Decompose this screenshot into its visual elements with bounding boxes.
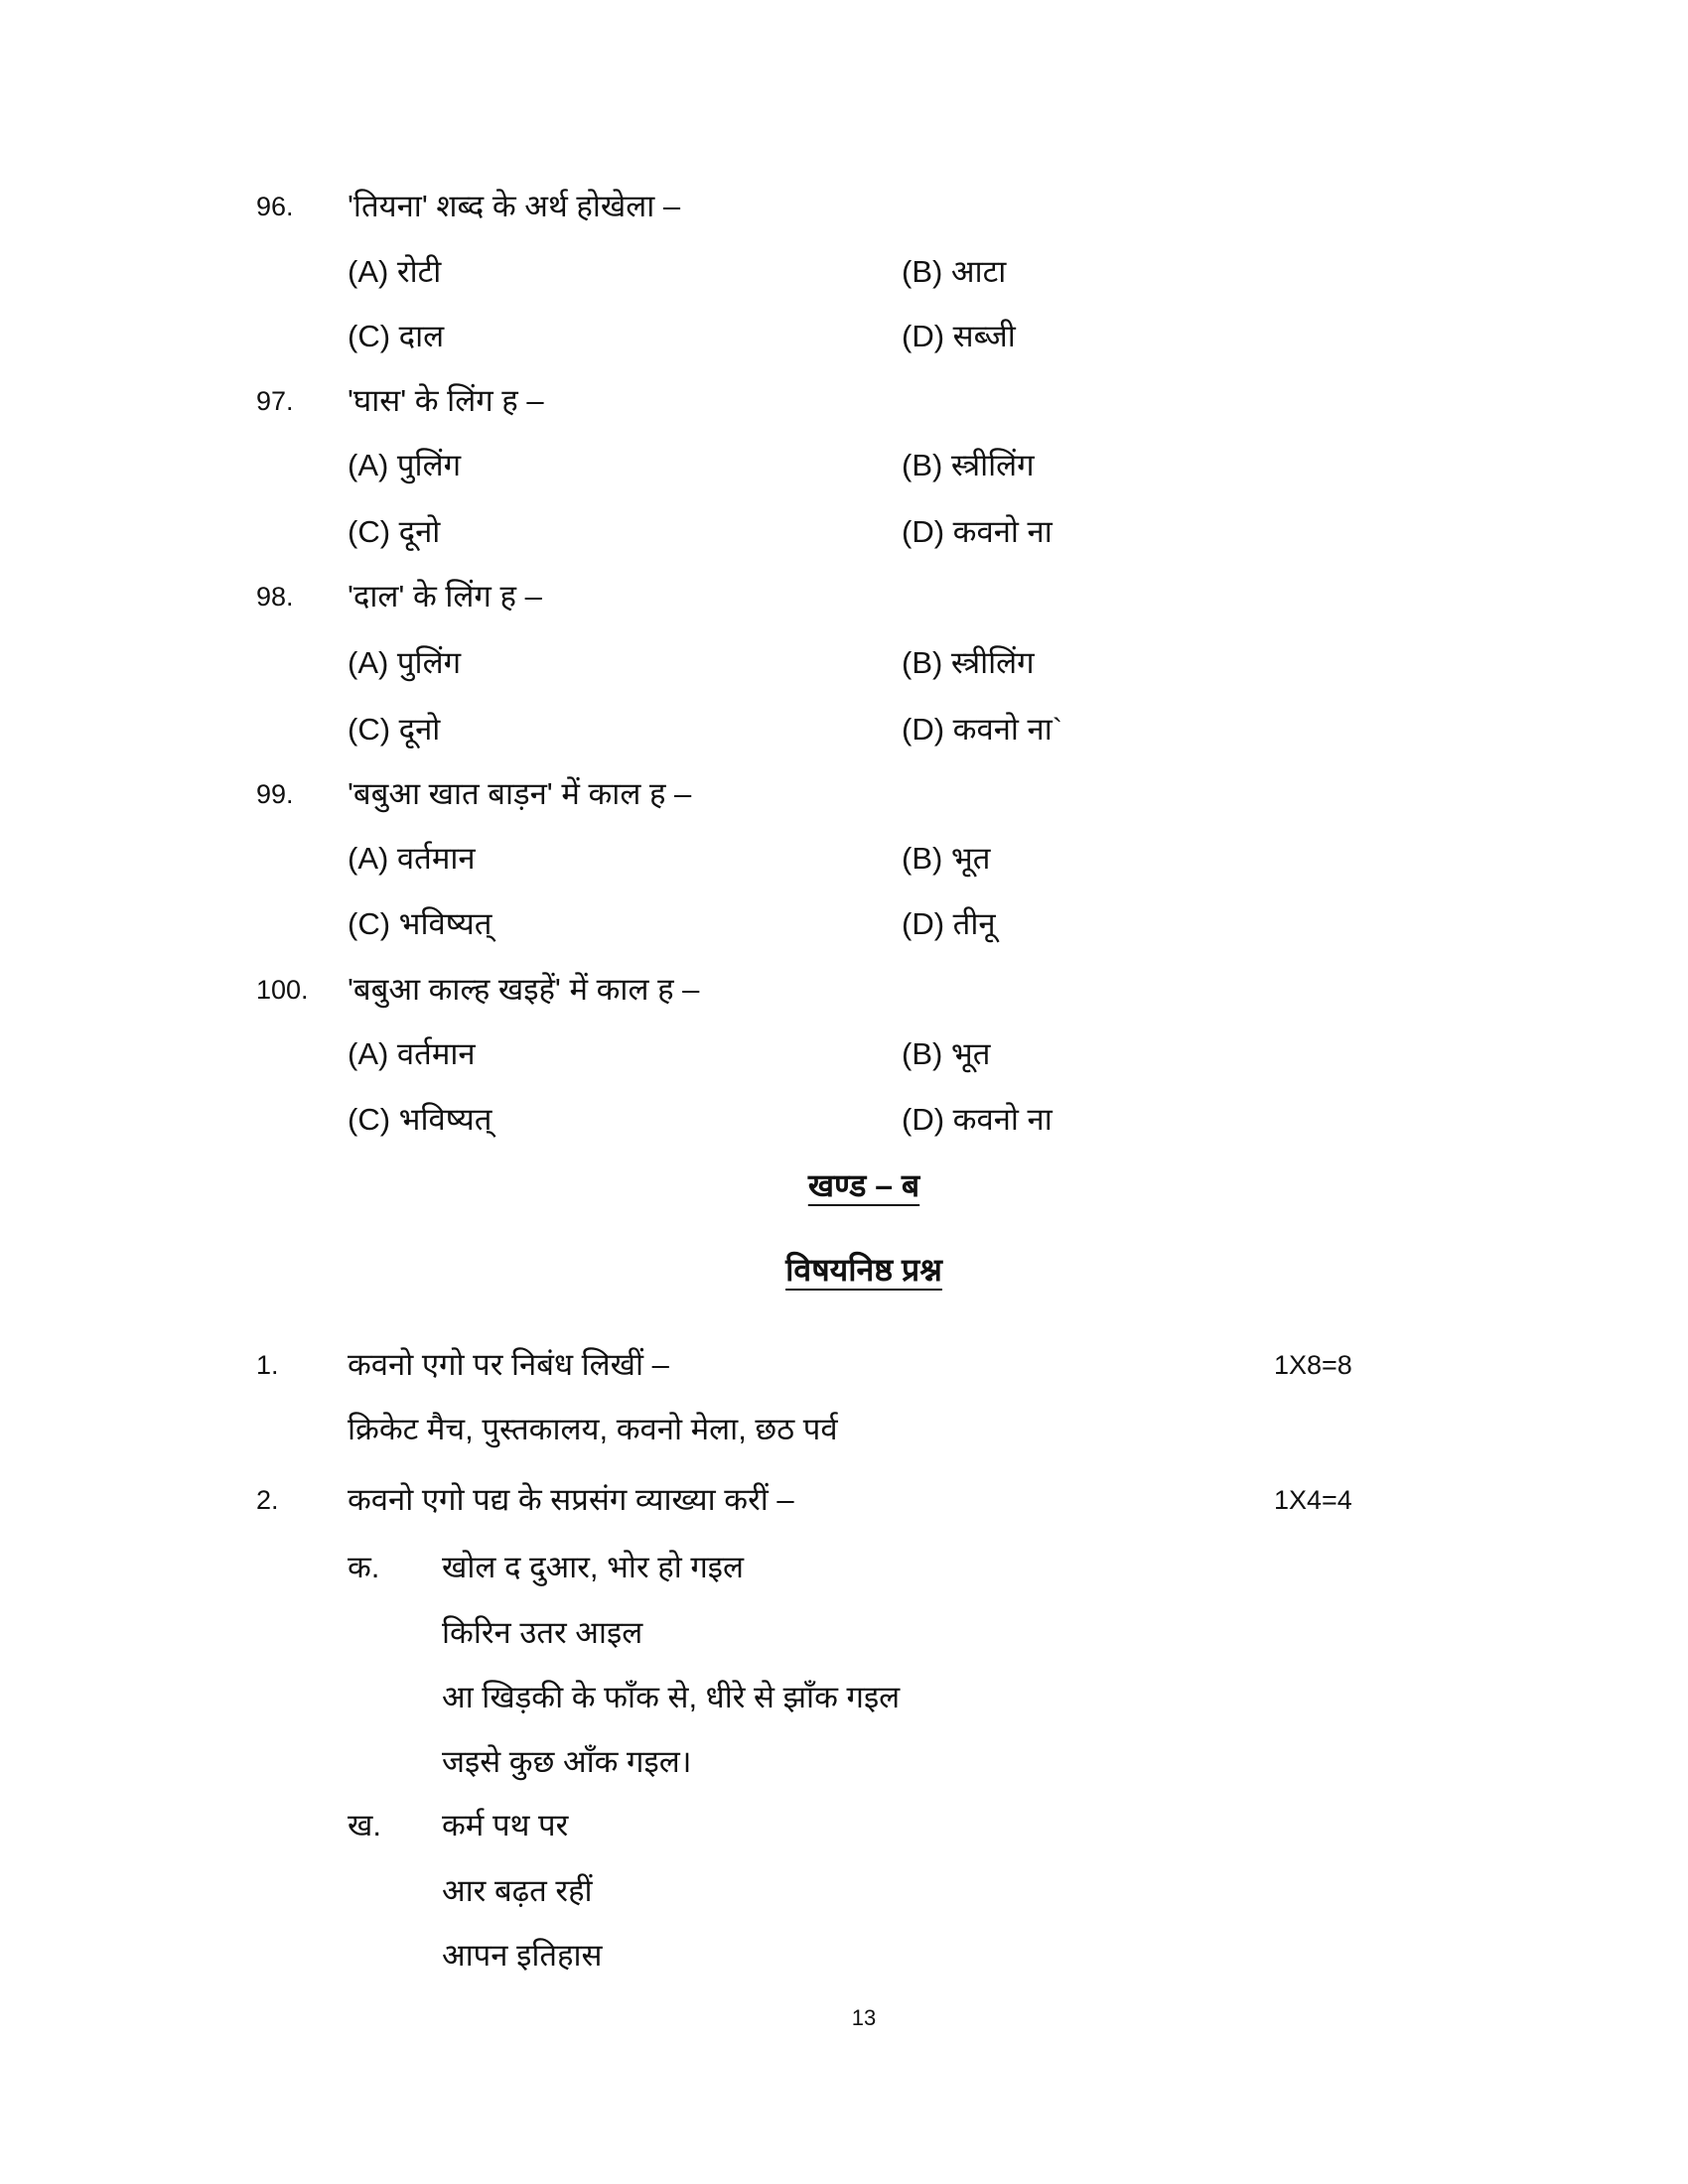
option-c: (C) भविष्यत् xyxy=(348,1102,492,1137)
option-d: (D) कवनो ना xyxy=(902,1102,1053,1137)
question-number: 98. xyxy=(256,582,294,612)
question-number: 1. xyxy=(256,1350,279,1380)
option-a: (A) पुलिंग xyxy=(348,645,462,680)
question-text: कवनो एगो पर निबंध लिखीं – xyxy=(348,1347,669,1382)
option-c: (C) दूनो xyxy=(348,712,441,747)
question-number: 2. xyxy=(256,1485,279,1515)
passage-line: जइसे कुछ आँक गइल। xyxy=(442,1744,692,1779)
option-d: (D) सब्जी xyxy=(902,319,1016,353)
marks: 1X4=4 xyxy=(1274,1485,1352,1515)
option-d: (D) तीनू xyxy=(902,906,996,941)
passage-label: ख. xyxy=(348,1808,381,1843)
section-title: खण्ड – ब xyxy=(807,1167,920,1203)
option-d: (D) कवनो ना` xyxy=(902,712,1063,747)
passage-line: आर बढ़त रहीं xyxy=(442,1873,593,1908)
option-b: (B) आटा xyxy=(902,254,1007,289)
question-text: 'बबुआ खात बाड़न' में काल ह – xyxy=(348,776,692,811)
option-c: (C) दूनो xyxy=(348,514,441,549)
option-d: (D) कवनो ना xyxy=(902,514,1053,549)
option-a: (A) रोटी xyxy=(348,254,442,289)
marks: 1X8=8 xyxy=(1274,1350,1352,1380)
question-text: 'तियना' शब्द के अर्थ होखेला – xyxy=(348,189,681,223)
page-number: 13 xyxy=(851,2005,877,2030)
passage-line: किरिन उतर आइल xyxy=(442,1615,643,1650)
option-a: (A) वर्तमान xyxy=(348,1036,476,1071)
question-text: 'बबुआ काल्ह खइहें' में काल ह – xyxy=(348,972,700,1007)
question-text: कवनो एगो पद्य के सप्रसंग व्याख्या करीं – xyxy=(348,1482,794,1517)
option-b: (B) स्त्रीलिंग xyxy=(902,645,1035,680)
question-number: 99. xyxy=(256,779,294,809)
section-subtitle: विषयनिष्ठ प्रश्न xyxy=(785,1252,942,1288)
question-number: 100. xyxy=(256,975,309,1005)
option-b: (B) स्त्रीलिंग xyxy=(902,448,1035,482)
option-b: (B) भूत xyxy=(902,1036,991,1071)
passage-line: आपन इतिहास xyxy=(442,1938,603,1973)
option-b: (B) भूत xyxy=(902,841,991,876)
passage-label: क. xyxy=(348,1550,380,1584)
passage-line: खोल द दुआर, भोर हो गइल xyxy=(442,1550,745,1584)
question-text: 'दाल' के लिंग ह – xyxy=(348,579,542,614)
question-number: 96. xyxy=(256,192,294,221)
question-number: 97. xyxy=(256,386,294,416)
option-a: (A) पुलिंग xyxy=(348,448,462,482)
option-c: (C) भविष्यत् xyxy=(348,906,492,941)
passage-line: कर्म पथ पर xyxy=(442,1808,569,1843)
question-text: 'घास' के लिंग ह – xyxy=(348,383,544,418)
passage-line: आ खिड़की के फाँक से, धीरे से झाँक गइल xyxy=(442,1680,901,1714)
essay-topics: क्रिकेट मैच, पुस्तकालय, कवनो मेला, छठ पर्व xyxy=(348,1412,838,1446)
option-a: (A) वर्तमान xyxy=(348,841,476,876)
option-c: (C) दाल xyxy=(348,319,445,353)
